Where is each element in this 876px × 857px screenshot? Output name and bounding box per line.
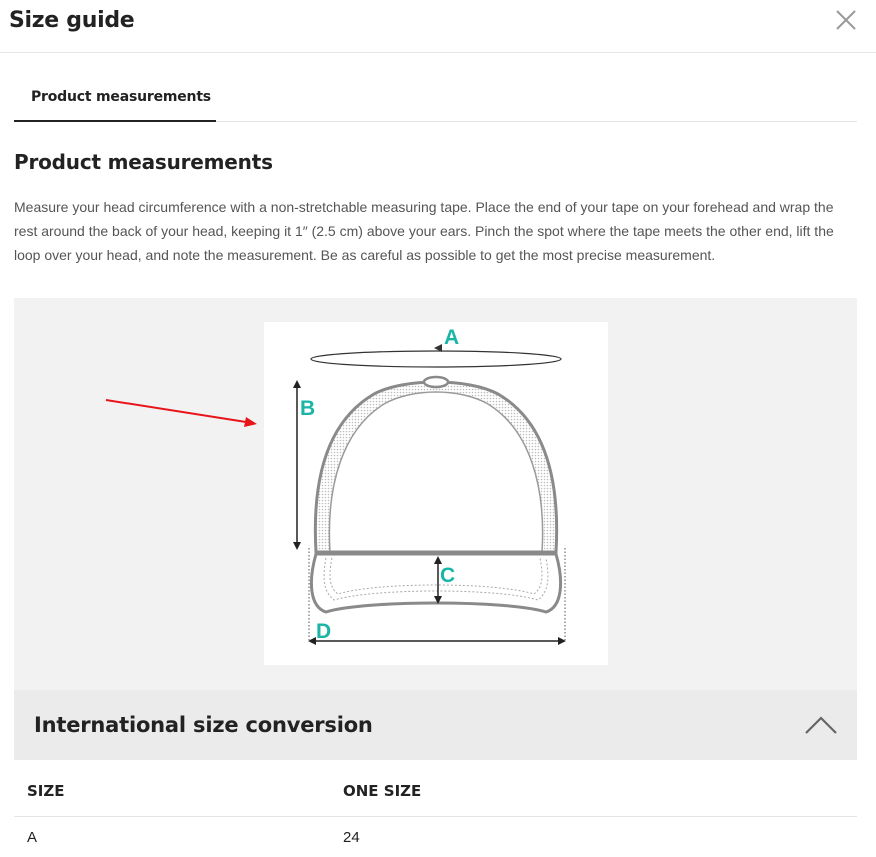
label-d: D <box>316 620 332 643</box>
cap-measurement-diagram <box>264 322 608 665</box>
label-a: A <box>444 326 460 349</box>
tab-product-measurements[interactable] <box>14 76 216 122</box>
measurement-instructions: Measure your head circumference with a non-stretchable measuring tape. Place the end of your tape on your forehead and wrap the rest around the back of your head, keeping it 1″ (2.5 cm) above your ears. Pinch the spot where the tape meets the other end, lift the loop over your head, and note the measurement. Be as careful as possible to get the most precise measurement. <box>14 199 834 263</box>
circumference-ellipse <box>311 351 561 367</box>
label-b: B <box>300 397 316 420</box>
red-arrow-icon <box>104 394 264 434</box>
diagram-panel <box>14 298 857 690</box>
cap-button <box>424 377 448 387</box>
accordion-title: International size conversion <box>34 713 373 737</box>
column-header-one-size: ONE SIZE <box>343 782 422 800</box>
size-conversion-accordion[interactable] <box>14 690 857 760</box>
section-title: Product measurements <box>14 150 273 174</box>
table-row <box>14 817 857 857</box>
close-icon <box>834 8 858 32</box>
close-button[interactable] <box>834 8 858 32</box>
label-c: C <box>440 564 456 587</box>
chevron-up-icon[interactable] <box>804 714 838 736</box>
cell-one-size: 24 <box>343 829 360 846</box>
table-header-row <box>14 760 857 817</box>
tab-label: Product measurements <box>31 89 211 105</box>
column-header-size: SIZE <box>27 782 65 800</box>
modal-header <box>0 0 876 53</box>
modal-title: Size guide <box>9 8 135 33</box>
cell-size: A <box>27 829 38 846</box>
size-conversion-table <box>14 760 857 857</box>
tab-bar <box>14 76 857 122</box>
